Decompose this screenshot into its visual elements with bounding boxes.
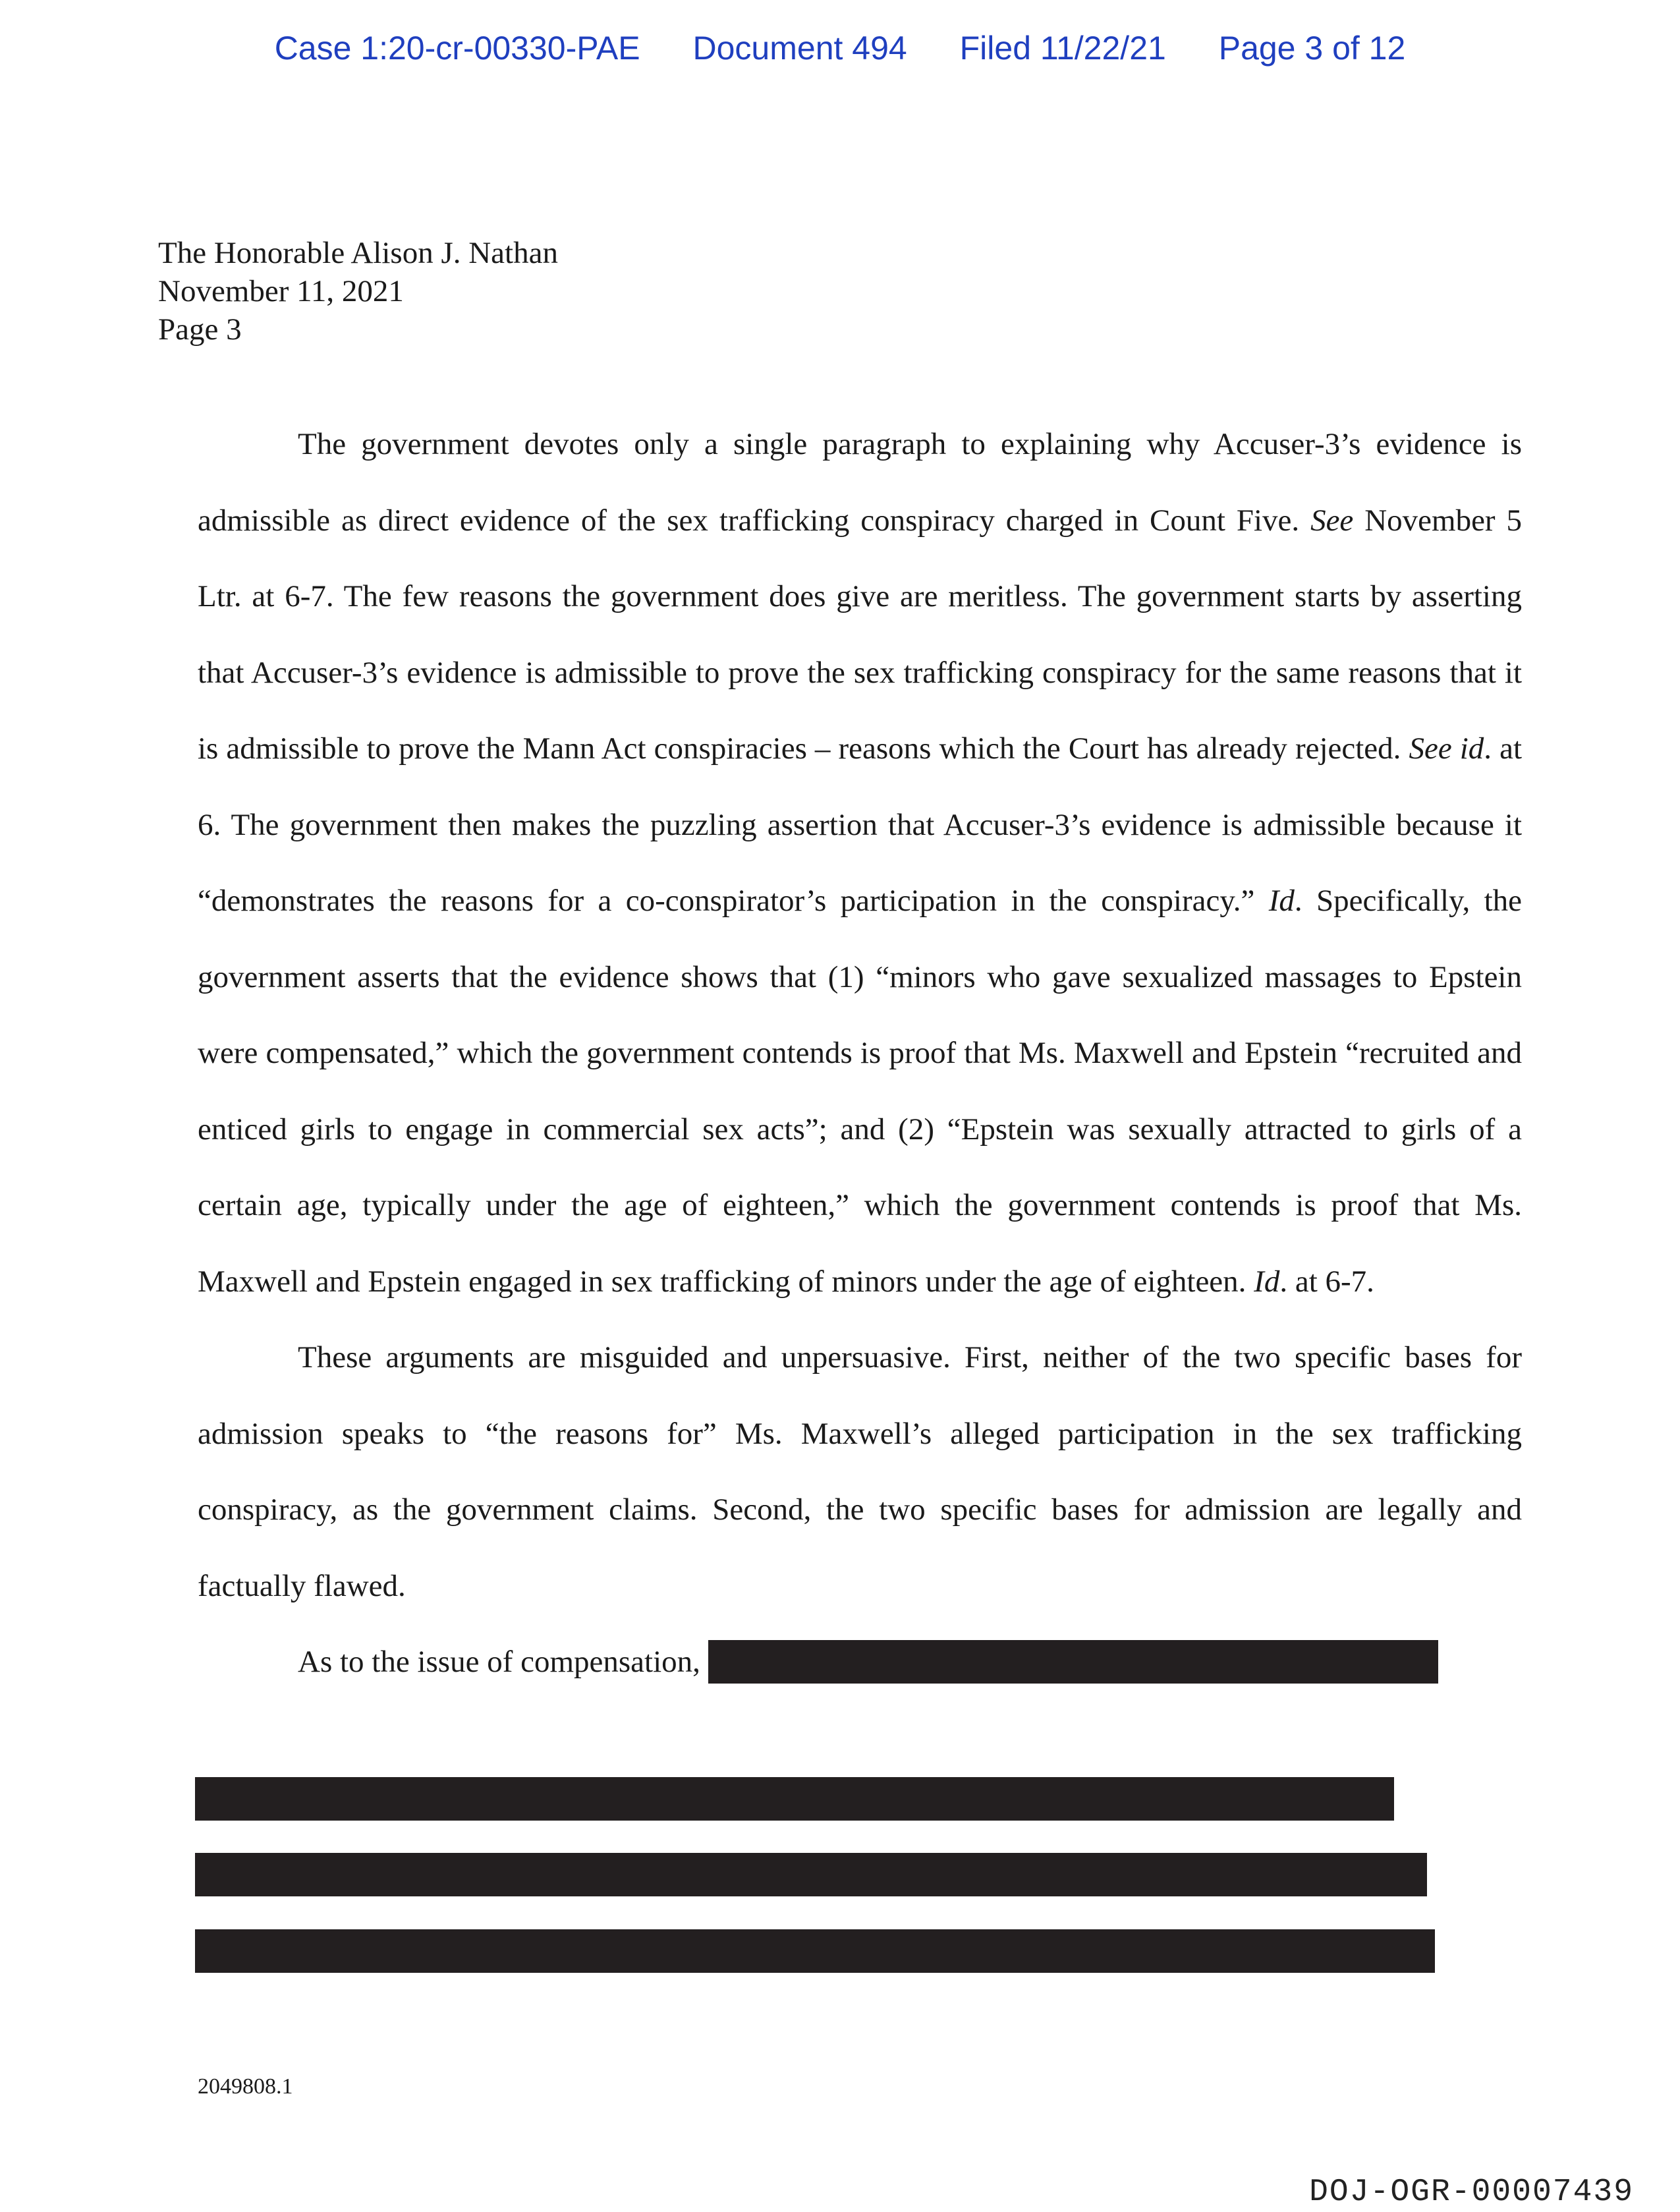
paragraph-1-text: . Specifically, the government asserts that the evidence shows that (1) “minors who gave sexualized massages to Epstein were compensated,” which the government contends is proof that Ms. Maxwell and Epstein “recruited and enticed girls to engage in commercial sex acts”; and (2) “Epstein was sexually attracted to girls of a certain age, typically under the age of eighteen,” which the government contends is proof that Ms. Maxwell and Epstein engaged in sex trafficking of minors under the age of eighteen. — [198, 884, 1522, 1299]
citation-signal: Id — [1254, 1264, 1280, 1299]
paragraph-1-text: . at 6. The government then makes the puzzling assertion that Accuser-3’s evidence is admissible because it “demonstrates the reasons for a co-conspirator’s participation in the conspiracy.” — [198, 731, 1523, 918]
redaction-bar — [708, 1640, 1438, 1684]
document-id: 2049808.1 — [198, 2074, 293, 2099]
redaction-bar — [195, 1929, 1435, 1973]
paragraph-1 — [198, 407, 1522, 1320]
page-count: Page 3 of 12 — [1218, 30, 1406, 67]
paragraph-3-text: As to the issue of compensation, — [298, 1645, 700, 1679]
letter-body — [198, 407, 1522, 1701]
document-number: Document 494 — [692, 30, 907, 67]
citation-signal: Id — [1268, 884, 1295, 918]
citation-signal: See id — [1409, 731, 1484, 766]
letter-heading — [158, 234, 558, 349]
redaction-bar — [195, 1777, 1394, 1821]
bates-number: DOJ-OGR-00007439 — [1309, 2174, 1634, 2210]
case-number: Case 1:20-cr-00330-PAE — [274, 30, 640, 67]
letter-date: November 11, 2021 — [158, 274, 404, 308]
paragraph-1-text: November 5 Ltr. at 6-7. The few reasons the government does give are meritless. The government starts by asserting that Accuser-3’s evidence is admissible to prove the sex trafficking conspiracy for the same reasons that it is admissible to prove the Mann Act conspiracies – reasons which the Court has already rejected. — [198, 503, 1523, 766]
letter-page: Page 3 — [158, 312, 242, 347]
paragraph-3 — [198, 1624, 1522, 1701]
filed-date: Filed 11/22/21 — [959, 30, 1166, 67]
redaction-bar — [195, 1853, 1427, 1896]
addressee: The Honorable Alison J. Nathan — [158, 236, 558, 270]
paragraph-1-text: The government devotes only a single paragraph to explaining why Accuser-3’s evidence is admissible as direct evidence of the sex trafficking conspiracy charged in Count Five. — [198, 427, 1522, 538]
citation-signal: See — [1310, 503, 1354, 538]
paragraph-1-text: . at 6-7. — [1279, 1264, 1374, 1299]
ecf-filing-header — [0, 29, 1680, 67]
paragraph-2: These arguments are misguided and unpersuasive. First, neither of the two specific bases for admission speaks to “the reasons for” Ms. Maxwell’s alleged participation in the sex trafficking conspiracy, as the government claims. Second, the two specific bases for admission are legally and factually flawed. — [198, 1340, 1522, 1603]
